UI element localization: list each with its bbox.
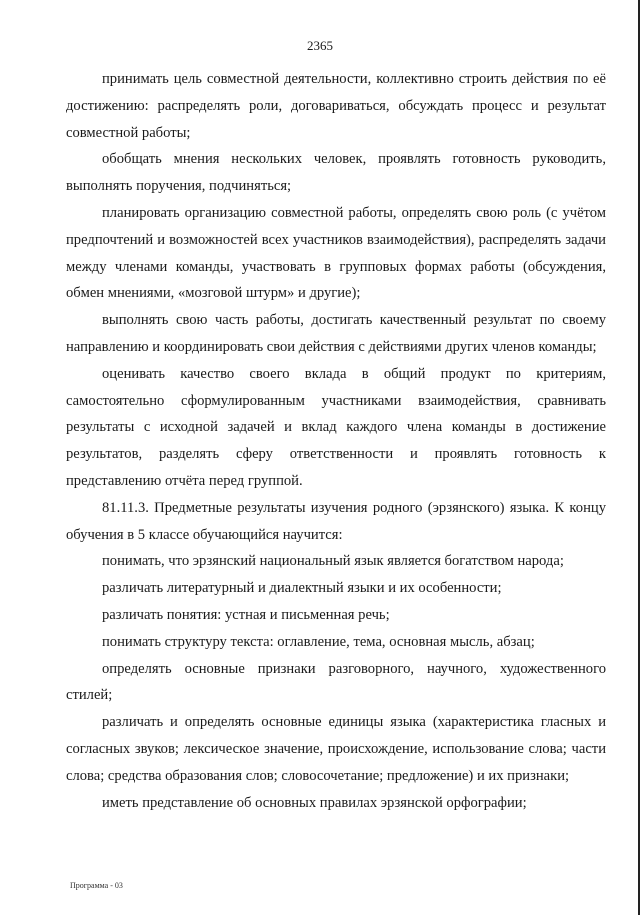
paragraph: определять основные признаки разговорного, научного, художественного стилей; <box>66 660 606 704</box>
paragraph: оценивать качество своего вклада в общий продукт по критериям, самостоятельно сформулированным участниками взаимодействия, сравнивать результаты с исходной задачей и вклад каждого члена команды в достижение результатов, разделять сферу ответственности и проявлять готовность к представлению отчёта перед группой. <box>66 365 606 489</box>
document-body <box>66 66 606 816</box>
paragraph: различать понятия: устная и письменная речь; <box>102 606 390 623</box>
paragraph: различать литературный и диалектный языки и их особенности; <box>102 580 502 597</box>
page-number: 2365 <box>307 38 333 53</box>
paragraph: понимать, что эрзянский национальный язык является богатством народа; <box>102 553 564 570</box>
section-heading-paragraph: 81.11.3. Предметные результаты изучения родного (эрзянского) языка. К концу обучения в 5 классе обучающийся научится: <box>66 499 606 543</box>
paragraph: обобщать мнения нескольких человек, проявлять готовность руководить, выполнять поручения, подчиняться; <box>66 151 606 195</box>
paragraph: принимать цель совместной деятельности, коллективно строить действия по её достижению: распределять роли, договариваться, обсуждать процесс и результат совместной работы; <box>66 71 606 141</box>
paragraph: различать и определять основные единицы языка (характеристика гласных и согласных звуков; лексическое значение, происхождение, использование слова; части слова; средства образования слов; словосочетание; предложение) и их признаки; <box>66 714 606 784</box>
paragraph: планировать организацию совместной работы, определять свою роль (с учётом предпочтений и возможностей всех участников взаимодействия), распределять задачи между членами команды, участвовать в групповых формах работы (обсуждения, обмен мнениями, «мозговой штурм» и другие); <box>66 204 606 302</box>
paragraph: выполнять свою часть работы, достигать качественный результат по своему направлению и координировать свои действия с действиями других членов команды; <box>66 312 606 355</box>
paragraph: иметь представление об основных правилах эрзянской орфографии; <box>102 794 527 811</box>
footer-program-label: Программа - 03 <box>70 881 123 890</box>
paragraph: понимать структуру текста: оглавление, тема, основная мысль, абзац; <box>102 633 535 650</box>
